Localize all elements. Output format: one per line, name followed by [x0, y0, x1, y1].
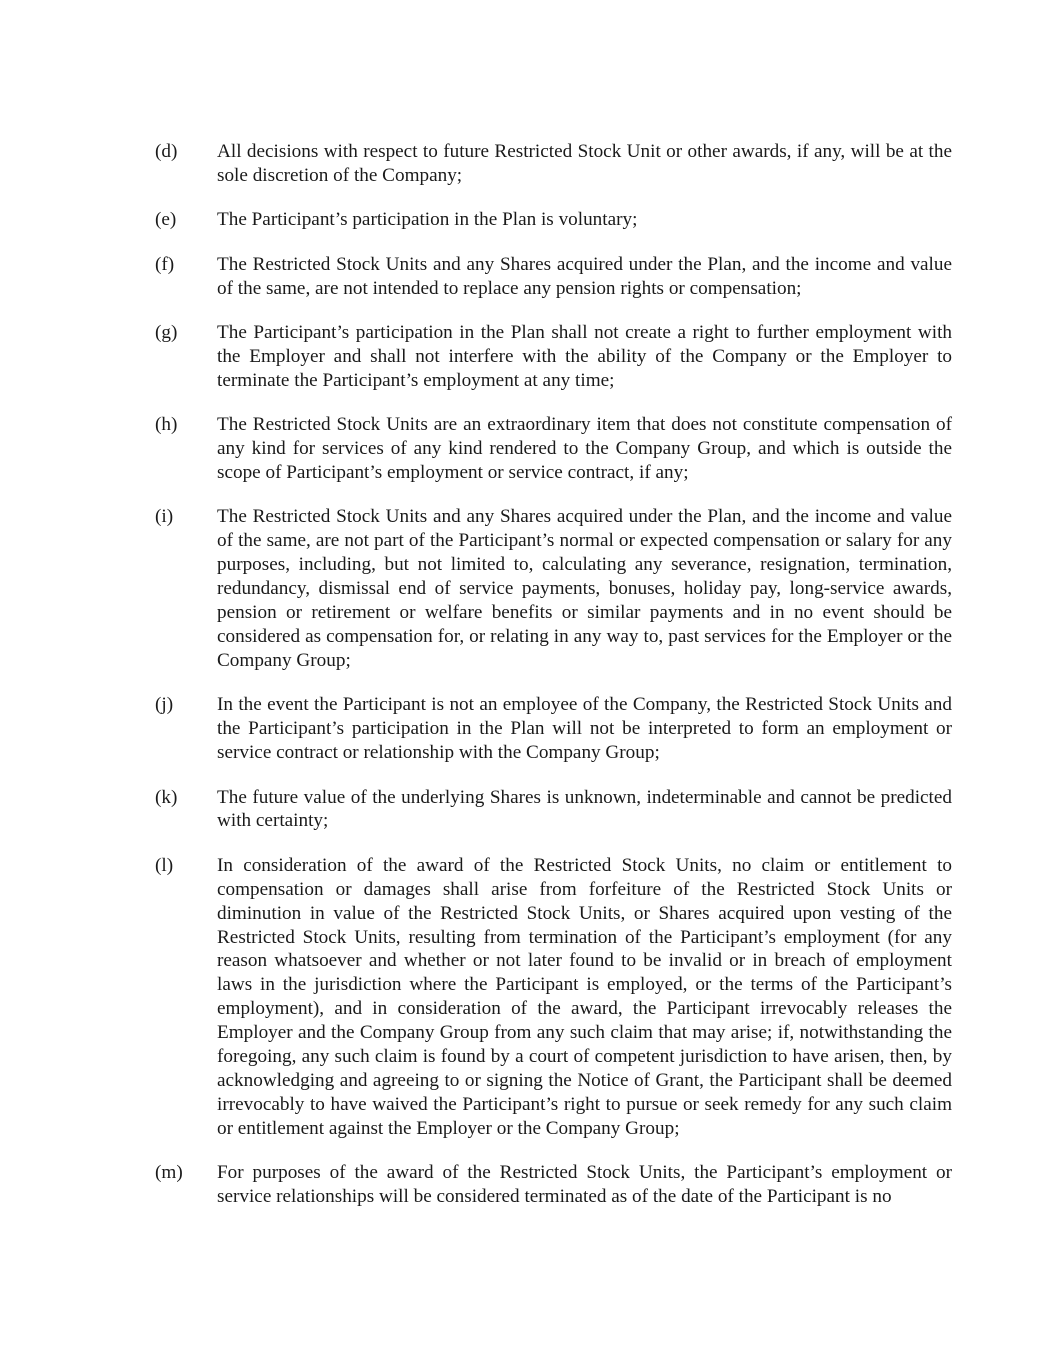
clause-label: (h)	[155, 414, 178, 436]
clause-f	[155, 253, 952, 301]
clause-label: (g)	[155, 322, 178, 344]
clause-h	[155, 413, 952, 485]
clause-k	[155, 786, 952, 834]
clause-text: In the event the Participant is not an employee of the Company, the Restricted Stock Units and the Participant’s participation in the Plan will not be interpreted to form an employment or service contract or relationship with the Company Group;	[217, 694, 952, 764]
clause-label: (d)	[155, 141, 178, 162]
clause-label: (l)	[155, 854, 174, 876]
clause-l	[155, 854, 952, 1141]
clause-label: (f)	[155, 253, 175, 275]
clause-label: (i)	[155, 506, 174, 528]
clause-label: (k)	[155, 786, 178, 808]
clause-text: The Participant’s participation in the Plan shall not create a right to further employment with the Employer and shall not interfere with the ability of the Company or the Employer to terminate the Participant’s employment at any time;	[217, 322, 952, 391]
clause-j	[155, 693, 952, 765]
clause-text: The Restricted Stock Units and any Shares acquired under the Plan, and the income and value of the same, are not part of the Participant’s normal or expected compensation or salary for any purposes, including, but not limited to, calculating any severance, resignation, termination, redundancy, dismissal end of service payments, bonuses, holiday pay, long-service awards, pension or retirement or welfare benefits or similar payments and in no event should be considered as compensation for, or relating in any way to, past services for the Employer or the Company Group;	[217, 506, 952, 671]
clause-text: The future value of the underlying Shares is unknown, indeterminable and cannot be predicted with certainty;	[217, 786, 952, 832]
clause-label: (j)	[155, 694, 174, 716]
clause-text: The Restricted Stock Units and any Shares acquired under the Plan, and the income and value of the same, are not intended to replace any pension rights or compensation;	[217, 253, 952, 299]
clause-e	[155, 208, 952, 232]
clause-text: In consideration of the award of the Restricted Stock Units, no claim or entitlement to compensation or damages shall arise from forfeiture of the Restricted Stock Units or diminution in value of the Restricted Stock Units, or Shares acquired upon vesting of the Restricted Stock Units, resulting from termination of the Participant’s employment (for any reason whatsoever and whether or not later found to be invalid or in breach of employment laws in the jurisdiction where the Participant is employed, or the terms of the Participant’s employment), and in consideration of the award, the Participant irrevocably releases the Employer and the Company Group from any such claim that may arise; if, notwithstanding the foregoing, any such claim is found by a court of competent jurisdiction to have arisen, then, by acknowledging and agreeing to or signing the Notice of Grant, the Participant shall be deemed irrevocably to have waived the Participant’s right to pursue or seek remedy for any such claim or entitlement against the Employer or the Company Group;	[217, 854, 952, 1139]
clause-d	[155, 140, 952, 188]
clause-m	[155, 1161, 952, 1209]
clause-list	[155, 140, 952, 1230]
clause-i	[155, 505, 952, 672]
clause-text: The Participant’s participation in the Plan is voluntary;	[217, 209, 638, 231]
clause-text: All decisions with respect to future Restricted Stock Unit or other awards, if any, will be at the sole discretion of the Company;	[217, 141, 952, 186]
clause-g	[155, 321, 952, 393]
clause-label: (e)	[155, 209, 177, 231]
clause-text: The Restricted Stock Units are an extraordinary item that does not constitute compensation of any kind for services of any kind rendered to the Company Group, and which is outside the scope of Participant’s employment or service contract, if any;	[217, 414, 952, 484]
clause-text: For purposes of the award of the Restricted Stock Units, the Participant’s employment or service relationships will be considered terminated as of the date of the Participant is no	[217, 1162, 952, 1208]
clause-label: (m)	[155, 1162, 183, 1184]
